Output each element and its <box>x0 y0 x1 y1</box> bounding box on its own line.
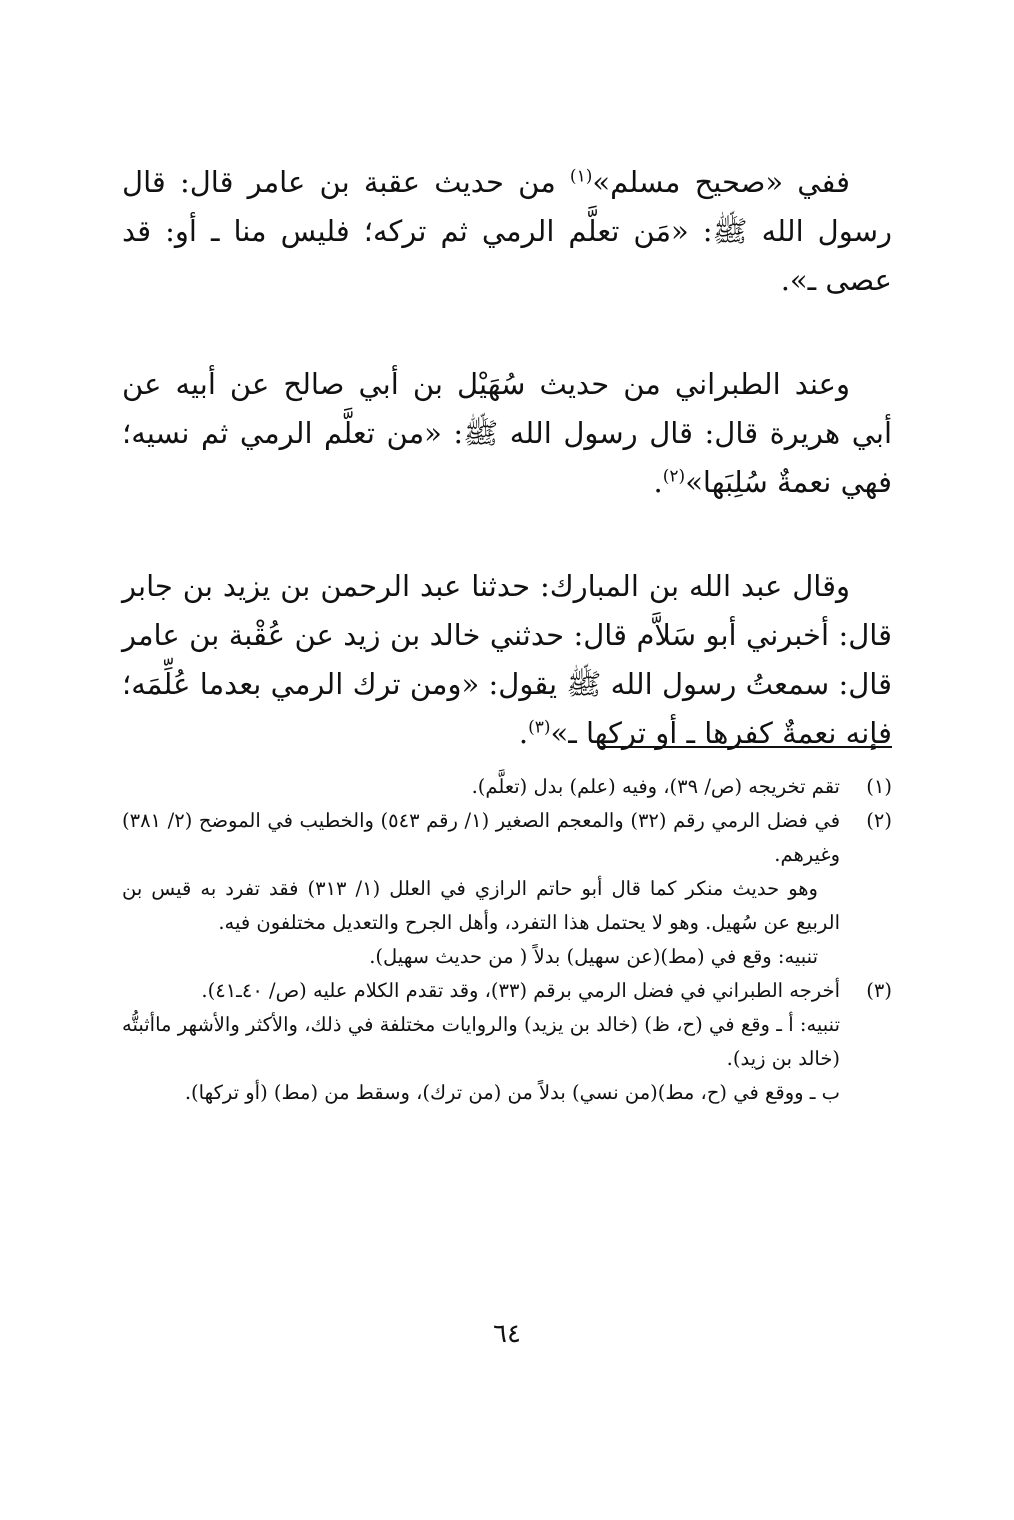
footnote-text: في فضل الرمي رقم (٣٢) والمعجم الصغير (١/ رقم ٥٤٣) والخطيب في الموضح (٢/ ٣٨١) وغيرهم. <box>122 809 841 866</box>
footnotes <box>122 770 892 1110</box>
footnote-number: (٢) <box>866 809 892 832</box>
footnote-ref-2[interactable]: (٢) <box>662 466 686 487</box>
main-text <box>122 158 892 813</box>
paragraph-3 <box>122 562 892 758</box>
footnote-ref-1[interactable]: (١) <box>569 166 593 187</box>
footnote-3-note-a: تنبيه: أ ـ وقع في (ح، ظ) (خالد بن يزيد) والروايات مختلفة في ذلك، والأكثر والأشهر ماأثبتُّه (خالد بن زيد). <box>122 1013 840 1070</box>
paragraph-3-text: وقال عبد الله بن المبارك: حدثنا عبد الرحمن بن يزيد بن جابر قال: أخبرني أبو سَلاَّم قال: حدثني خالد بن زيد عن عُقْبة بن عامر قال: سمعتُ رسول الله ﷺ يقول: «ومن ترك الرمي بعدما عُلِّمَه؛ فإنه نعمةٌ كفرها ـ أو تركها ـ» <box>122 569 892 750</box>
paragraph-1 <box>122 158 892 305</box>
footnote-1 <box>122 770 892 804</box>
paragraph-2-text: وعند الطبراني من حديث سُهَيْل بن أبي صالح عن أبيه عن أبي هريرة قال: قال رسول الله ﷺ: «من تعلَّم الرمي ثم نسيه؛ فهي نعمةٌ سُلِبَها» <box>122 367 892 499</box>
footnote-separator <box>600 746 892 748</box>
footnote-2-para-2: وهو حديث منكر كما قال أبو حاتم الرازي في العلل (١/ ٣١٣) فقد تفرد به قيس بن الربيع عن سُهيل. وهو لا يحتمل هذا التفرد، وأهل الجرح والتعديل مختلفون فيه. <box>122 877 840 934</box>
footnote-3 <box>122 974 892 1008</box>
footnote-3-note-b: ب ـ ووقع في (ح، مط)(من نسي) بدلاً من (من ترك)، وسقط من (مط) (أو تركها). <box>184 1081 840 1104</box>
footnote-ref-3[interactable]: (٣) <box>528 717 551 738</box>
footnote-2 <box>122 804 892 872</box>
paragraph-2-text-cont: . <box>653 465 663 499</box>
page-number: ٦٤ <box>493 1319 521 1349</box>
paragraph-2 <box>122 360 892 507</box>
footnote-2-note: تنبيه: وقع في (مط)(عن سهيل) بدلاً ( من حديث سهيل). <box>369 945 818 968</box>
paragraph-3-text-cont: . <box>518 716 529 750</box>
footnote-number: (٣) <box>866 979 892 1002</box>
footnote-number: (١) <box>866 775 892 798</box>
footnote-text: تقم تخريجه (ص/ ٣٩)، وفيه (علم) بدل (تعلَّم). <box>471 775 840 798</box>
paragraph-1-text-cont: من حديث عقبة بن عامر قال: قال رسول الله ﷺ: «مَن تعلَّم الرمي ثم تركه؛ فليس منا ـ أو: قد عصى ـ». <box>122 165 892 297</box>
footnote-text: أخرجه الطبراني في فضل الرمي برقم (٣٣)، وقد تقدم الكلام عليه (ص/ ٤٠ـ٤١). <box>201 979 840 1002</box>
paragraph-1-text: ففي «صحيح مسلم» <box>592 165 850 199</box>
